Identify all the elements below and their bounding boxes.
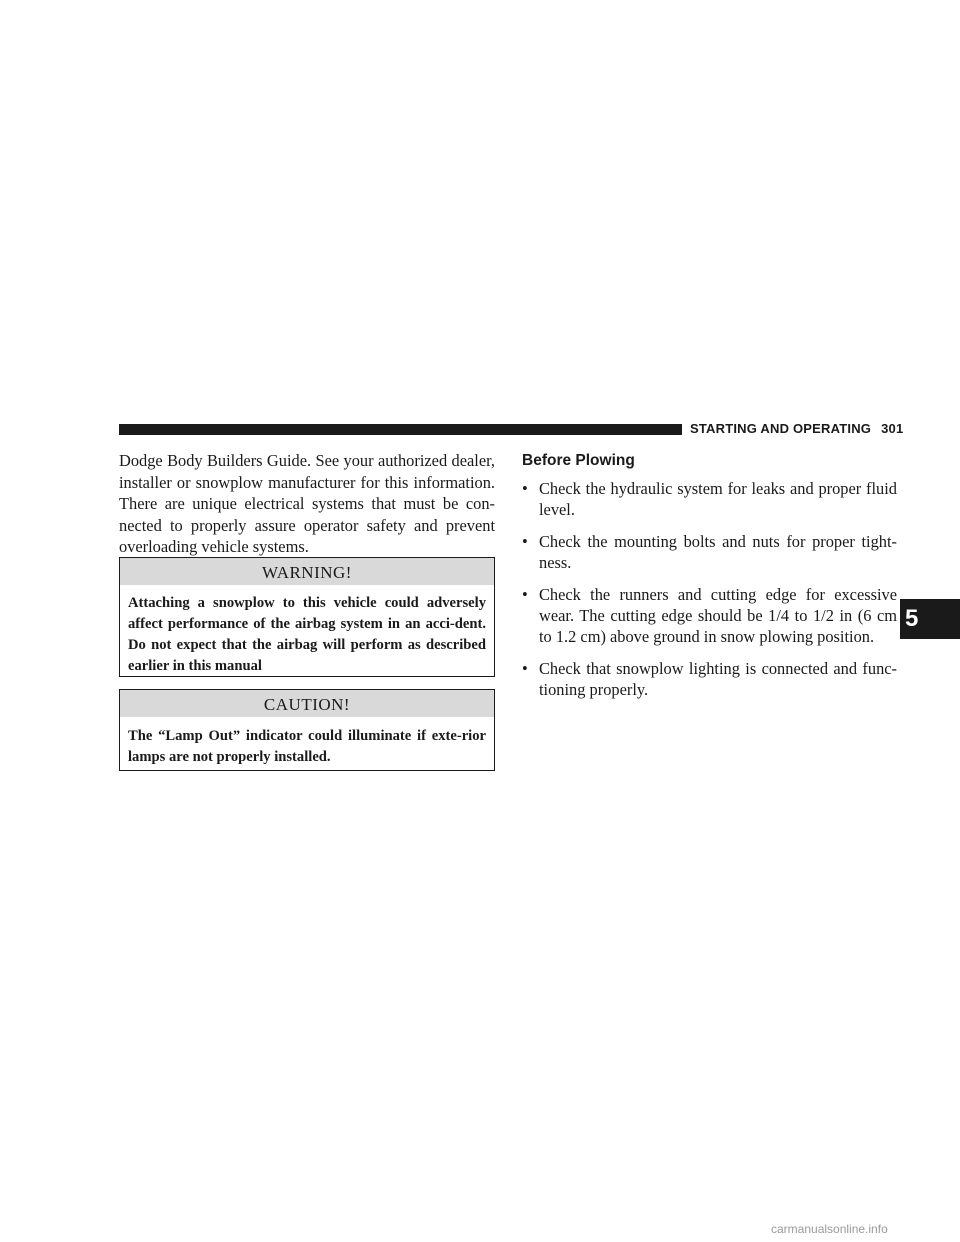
list-item	[522, 658, 897, 700]
warning-box	[119, 557, 495, 677]
list-item-text: Check the runners and cutting edge for excessive wear. The cutting edge should be 1/4 to 1/2 in (6 cm to 1.2 cm) above ground in snow plowing position.	[539, 585, 897, 646]
section-title: STARTING AND OPERATING	[690, 421, 872, 436]
watermark: carmanualsonline.info	[771, 1222, 888, 1236]
page-number: 301	[881, 421, 904, 436]
right-column	[522, 450, 897, 711]
caution-box	[119, 689, 495, 771]
bullet-icon: •	[522, 532, 528, 551]
list-item-text: Check that snowplow lighting is connected and func-tioning properly.	[539, 659, 897, 699]
bullet-icon: •	[522, 585, 528, 604]
bullet-icon: •	[522, 479, 528, 498]
header-rule	[119, 424, 682, 435]
section-heading: Before Plowing	[522, 452, 635, 469]
intro-paragraph: Dodge Body Builders Guide. See your authorized dealer, installer or snowplow manufacturer for this information. There are unique electrical systems that must be con-nected to properly assure operator safety and prevent overloading vehicle systems.	[119, 451, 495, 556]
warning-text: Attaching a snowplow to this vehicle could adversely affect performance of the airbag system in an acci-dent. Do not expect that the airbag will perform as described earlier in this manual	[128, 595, 486, 674]
list-item	[522, 584, 897, 647]
warning-title: WARNING!	[120, 558, 494, 585]
list-item	[522, 478, 897, 520]
bullet-icon: •	[522, 659, 528, 678]
chapter-tab: 5	[900, 599, 960, 639]
caution-title: CAUTION!	[120, 690, 494, 717]
left-column	[119, 450, 495, 765]
list-item	[522, 531, 897, 573]
list-item-text: Check the hydraulic system for leaks and proper fluid level.	[539, 479, 897, 519]
running-header	[690, 421, 903, 436]
caution-text: The “Lamp Out” indicator could illuminate if exte-rior lamps are not properly installed.	[128, 728, 486, 765]
checklist	[522, 478, 897, 700]
list-item-text: Check the mounting bolts and nuts for proper tight-ness.	[539, 532, 897, 572]
